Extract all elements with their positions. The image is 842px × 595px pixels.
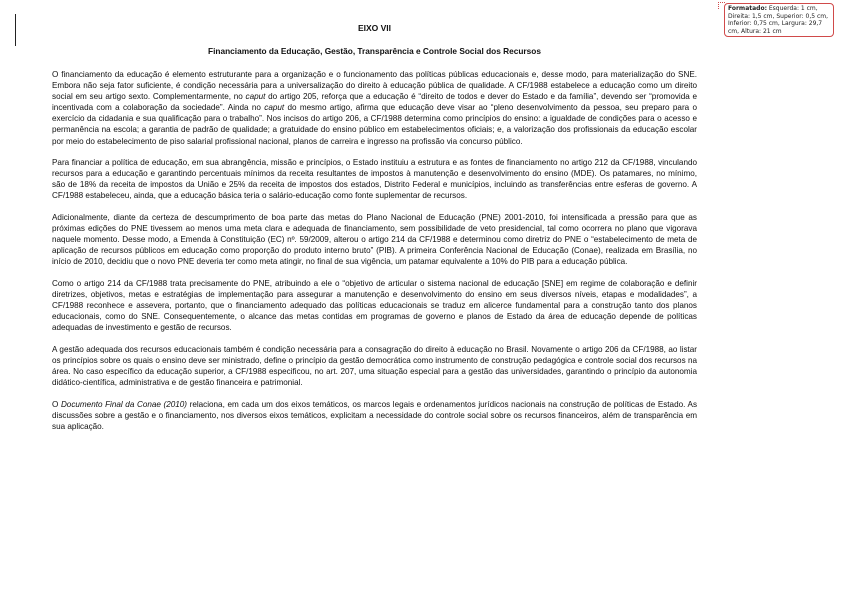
paragraph-text: Para financiar a política de educação, em sua abrangência, missão e princípios, o Estado instituiu a estrutura e as fontes de financiamento no artigo 212 da CF/1988, vinculando recursos para a educação e garantindo percentuais mínimos da receita resultantes de impostos à manutenção e desenvolvimento do ensino (MDE). Os patamares, no mínimo, são de 18% da receita de impostos da União e 25% da receita de impostos dos estados, Distrito Federal e municípios, incluindo as transferências entre esferas de governo. A CF/1988 estabeleceu, ainda, que a educação básica teria o salário-educação como fonte suplementar de recursos. xyxy=(52,158,697,201)
body-paragraph xyxy=(52,157,697,201)
italic-text: Documento Final da Conae (2010) xyxy=(60,399,187,409)
body-paragraph xyxy=(52,344,697,388)
paragraph-text: O financiamento da educação é elemento estruturante para a organização e o funcionamento das políticas públicas educacionais e, desse modo, para materialização do SNE. Embora não seja fator suficiente, é condição necessária para a universalização do direito à educação pública de qualidade. A CF/1988 estabelece a educação como um direito social em seu artigo sexto. Complementarmente, no xyxy=(52,70,697,102)
italic-text: caput xyxy=(264,103,285,113)
paragraph-text: relaciona, em cada um dos eixos temáticos, os marcos legais e ordenamentos jurídicos nacionais na construção de políticas de Estado. As discussões sobre a gestão e o financiamento, nos diversos eixos temáticos, explicitam a necessidade do controle social sobre os recursos financeiros, além de transparência em sua aplicação. xyxy=(52,399,698,432)
paragraph-text: A gestão adequada dos recursos educacionais também é condição necessária para a consagração do direito à educação no Brasil. Novamente o artigo 206 da CF/1988, ao listar os princípios sobre os quais o ensino deve ser ministrado, define o princípio da gestão democrática como instrumento de construção pedagógica e controle social dos recursos na área. No caso específico da educação superior, a CF/1988 especificou, no art. 207, uma situação especial para a gestão das universidades, garantindo o princípio da autonomia didático-científica, administrativa e de gestão financeira e patrimonial. xyxy=(52,344,697,388)
paragraph-text: Como o artigo 214 da CF/1988 trata precisamente do PNE, atribuindo a ele o “objetivo de articular o sistema nacional de educação [SNE] em regime de colaboração e definir diretrizes, objetivos, metas e estratégias de implementação para assegurar a manutenção e desenvolvimento do ensino em seus diversos níveis, etapas e modalidades”, a CF/1988 reconhece e assevera, portanto, que o financiamento adequado das políticas educacionais se traduz em alicerce fundamental para a construção tanto dos planos educacionais, como do SNE. Consequentemente, o alcance das metas contidas em programas de governo e planos de Estado da área de educação depende de políticas adequadas de investimento e gestão de recursos. xyxy=(52,279,697,333)
eixo-title: EIXO VII xyxy=(357,23,392,33)
paragraph-text: O xyxy=(52,399,61,409)
paragraphs-container xyxy=(52,69,697,432)
body-paragraph xyxy=(52,212,697,267)
paragraph-text: do artigo 205, reforça que a educação é “direito de todos e dever do Estado e da família”, devendo ser “promovida e incentivada com a colaboração da sociedade”. Ainda no xyxy=(52,92,698,113)
paragraph-text: do mesmo artigo, afirma que educação deve visar ao “pleno desenvolvimento da pessoa, seu preparo para o exercício da cidadania e sua qualificação para o trabalho”. Nos incisos do artigo 206, a CF/1988 determina como princípios do ensino: a igualdade de condições para o acesso e permanência na escola; a garantia de padrão de qualidade; a gratuidade do ensino público em estabelecimentos oficiais; e, a valorização dos profissionais da educação escolar por meio do estabelecimento de piso salarial profissional nacional, planos de carreira e ingresso na profissão via concurso público. xyxy=(52,103,698,146)
paragraph-text: Adicionalmente, diante da certeza de descumprimento de boa parte das metas do Plano Nacional de Educação (PNE) 2001-2010, foi intensificada a pressão para que as próximas edições do PNE tivessem ao menos uma meta clara e adequada de financiamento, sem possibilidade de veto presidencial, tal como ocorrera no plano que vigorava naquele momento. Desse modo, a Emenda à Constituição (EC) nº. 59/2009, alterou o artigo 214 da CF/1988 e determinou como diretriz do PNE o “estabelecimento de meta de aplicação de recursos públicos em educação como proporção do produto interno bruto” (PIB). A primeira Conferência Nacional de Educação (Conae), realizada em Brasília, no início de 2010, decidiu que o novo PNE deveria ter como meta atingir, no final de sua vigência, um patamar equivalente a 10% do PIB para a educação pública. xyxy=(52,213,697,267)
body-paragraph xyxy=(52,278,697,333)
page-margin-marker xyxy=(15,14,16,46)
section-title: Financiamento da Educação, Gestão, Transparência e Controle Social dos Recursos xyxy=(208,46,541,56)
formatting-comment-balloon[interactable] xyxy=(724,3,834,37)
body-paragraph xyxy=(52,399,697,432)
comment-text: Esquerda: 1 cm, Direita: 1,5 cm, Superior: 0,5 cm, Inferior: 0,75 cm, Largura: 29,7 cm, Altura: 21 cm xyxy=(728,5,829,35)
document-body xyxy=(52,22,697,443)
body-paragraph xyxy=(52,69,697,147)
italic-text: caput xyxy=(245,92,266,102)
comment-lead: Formatado: xyxy=(728,5,767,12)
